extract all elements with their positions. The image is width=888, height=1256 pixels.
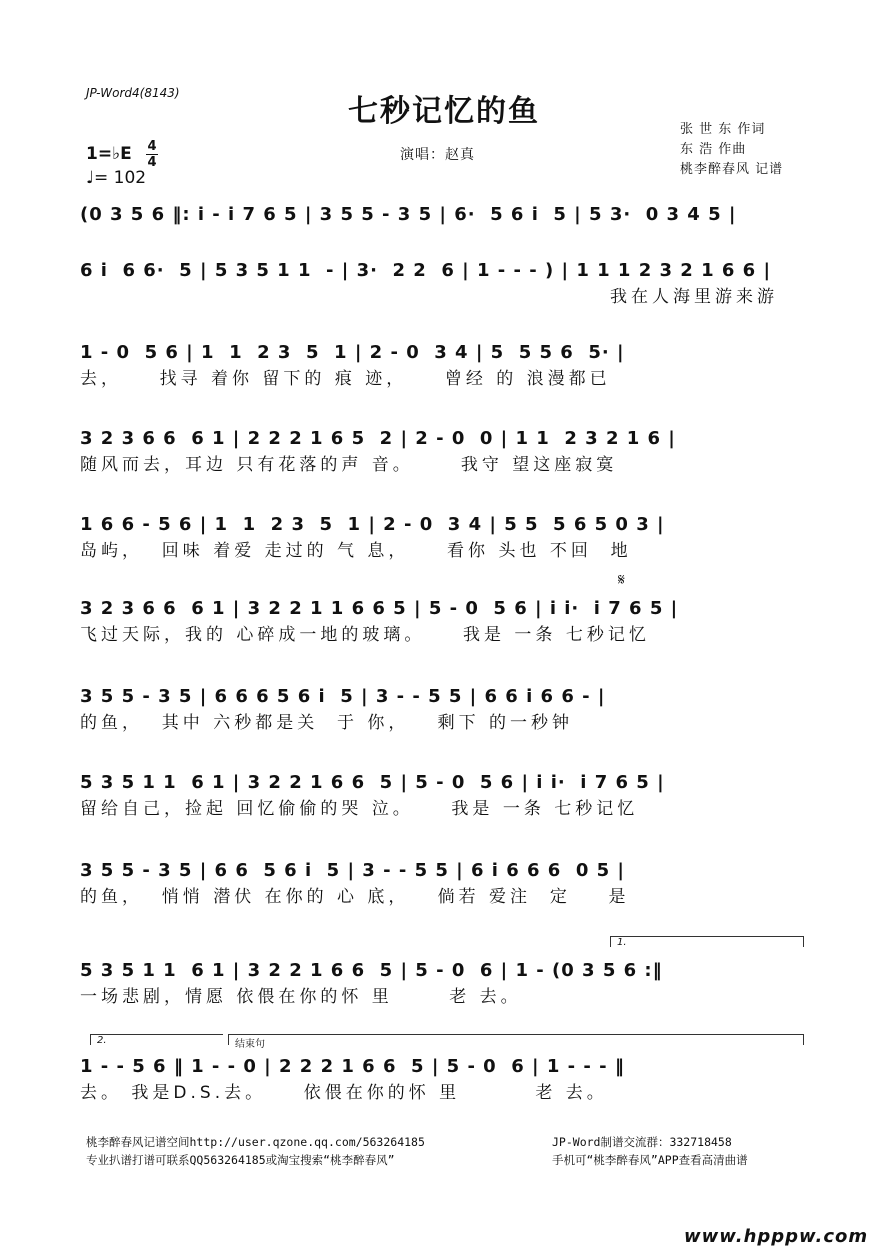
time-signature: 4 4: [147, 139, 157, 170]
singer-credit: 演唱：赵真: [400, 147, 475, 163]
lyrics-row: 随风而去，耳边 只有花落的声 音。 我守 望这座寂寞: [80, 455, 618, 475]
coda-bracket: [228, 1034, 804, 1050]
notation-row: 1 - - 5 6 ‖ 1 - - 0 | 2 2 2 1 6 6 5 | 5 - 0 6 | 1 - - - ‖: [80, 1056, 625, 1077]
notation-row: 6 i 6 6· 5 | 5 3 5 1 1 - | 3· 2 2 6 | 1 - - - ) | 1 1 1 2 3 2 1 6 6 |: [80, 260, 772, 281]
footer-right-1: JP-Word制谱交流群：332718458: [552, 1135, 732, 1149]
composer-credit: 东 浩 作曲: [680, 142, 747, 157]
tempo-marking: ♩= 102: [86, 168, 147, 188]
key-signature: 1=♭E: [86, 144, 132, 164]
segno-sign: 𝄋: [618, 570, 625, 589]
score-line-7: [80, 684, 812, 736]
song-title: 七秒记忆的鱼: [348, 94, 540, 129]
lyrics-row: 的鱼， 悄悄 潜伏 在你的 心 底， 倘若 爱注 定 是: [80, 887, 630, 907]
lyrics-row: 岛屿， 回味 着爱 走过的 气 息， 看你 头也 不回 地: [80, 541, 632, 561]
coda-label: 结束句: [235, 1039, 265, 1050]
lyricist-credit: 张 世 东 作词: [680, 122, 766, 137]
score-line-6: [80, 596, 812, 648]
lyrics-row: 去。 我是D.S.去。 依偎在你的怀 里 老 去。: [80, 1083, 608, 1103]
notation-row: 3 5 5 - 3 5 | 6 6 5 6 i 5 | 3 - - 5 5 | 6 i 6 6 6 0 5 |: [80, 860, 626, 881]
lyrics-row: 我在人海里游来游: [610, 287, 778, 307]
second-ending-label: 2.: [97, 1035, 107, 1046]
transcriber-credit: 桃李醉春风 记谱: [680, 162, 784, 177]
lyrics-row: 的鱼， 其中 六秒都是关 于 你， 剩下 的一秒钟: [80, 713, 574, 733]
first-ending-bracket: [610, 936, 804, 947]
footer-left-1: 桃李醉春风记谱空间http://user.qzone.qq.com/563264185: [86, 1135, 425, 1149]
first-ending-label: 1.: [617, 937, 627, 948]
notation-row: 3 2 3 6 6 6 1 | 3 2 2 1 1 6 6 5 | 5 - 0 5 6 | i i· i 7 6 5 |: [80, 598, 679, 619]
score-line-8: [80, 770, 812, 822]
notation-row: 5 3 5 1 1 6 1 | 3 2 2 1 6 6 5 | 5 - 0 6 | 1 - (0 3 5 6 :‖: [80, 960, 663, 981]
notation-row: (0 3 5 6 ‖: i - i 7 6 5 | 3 5 5 - 3 5 | 6· 5 6 i 5 | 5 3· 0 3 4 5 |: [80, 204, 737, 225]
lyrics-row: 一场悲剧，情愿 依偎在你的怀 里 老 去。: [80, 987, 522, 1007]
notation-row: 1 - 0 5 6 | 1 1 2 3 5 1 | 2 - 0 3 4 | 5 5 5 6 5· |: [80, 342, 625, 363]
notation-row: 1 6 6 - 5 6 | 1 1 2 3 5 1 | 2 - 0 3 4 | 5 5 5 6 5 0 3 |: [80, 514, 665, 535]
score-line-5: [80, 512, 812, 564]
notation-row: 3 2 3 6 6 6 1 | 2 2 2 1 6 5 2 | 2 - 0 0 | 1 1 2 3 2 1 6 |: [80, 428, 676, 449]
score-line-2: [80, 258, 812, 310]
lyrics-row: 飞过天际，我的 心碎成一地的玻璃。 我是 一条 七秒记忆: [80, 625, 650, 645]
notation-row: 3 5 5 - 3 5 | 6 6 6 5 6 i 5 | 3 - - 5 5 | 6 6 i 6 6 - |: [80, 686, 606, 707]
software-label: JP-Word4(8143): [86, 86, 180, 100]
score-line-10: [80, 958, 812, 1010]
score-line-1: [80, 202, 812, 228]
footer-left-2: 专业扒谱打谱可联系QQ563264185或淘宝搜索“桃李醉春风”: [86, 1153, 395, 1167]
lyrics-row: 去， 找寻 着你 留下的 痕 迹， 曾经 的 浪漫都已: [80, 369, 611, 389]
score-line-11: [80, 1054, 812, 1106]
lyrics-row: 留给自己，捡起 回忆偷偷的哭 泣。 我是 一条 七秒记忆: [80, 799, 639, 819]
score-line-3: [80, 340, 812, 392]
score-line-9: [80, 858, 812, 910]
notation-row: 5 3 5 1 1 6 1 | 3 2 2 1 6 6 5 | 5 - 0 5 6 | i i· i 7 6 5 |: [80, 772, 665, 793]
credits: [680, 120, 783, 180]
score-line-4: [80, 426, 812, 478]
site-watermark: www.hpppw.com: [684, 1226, 869, 1247]
footer-right-2: 手机可“桃李醉春风”APP查看高清曲谱: [552, 1153, 748, 1167]
second-ending-bracket: [90, 1034, 223, 1045]
